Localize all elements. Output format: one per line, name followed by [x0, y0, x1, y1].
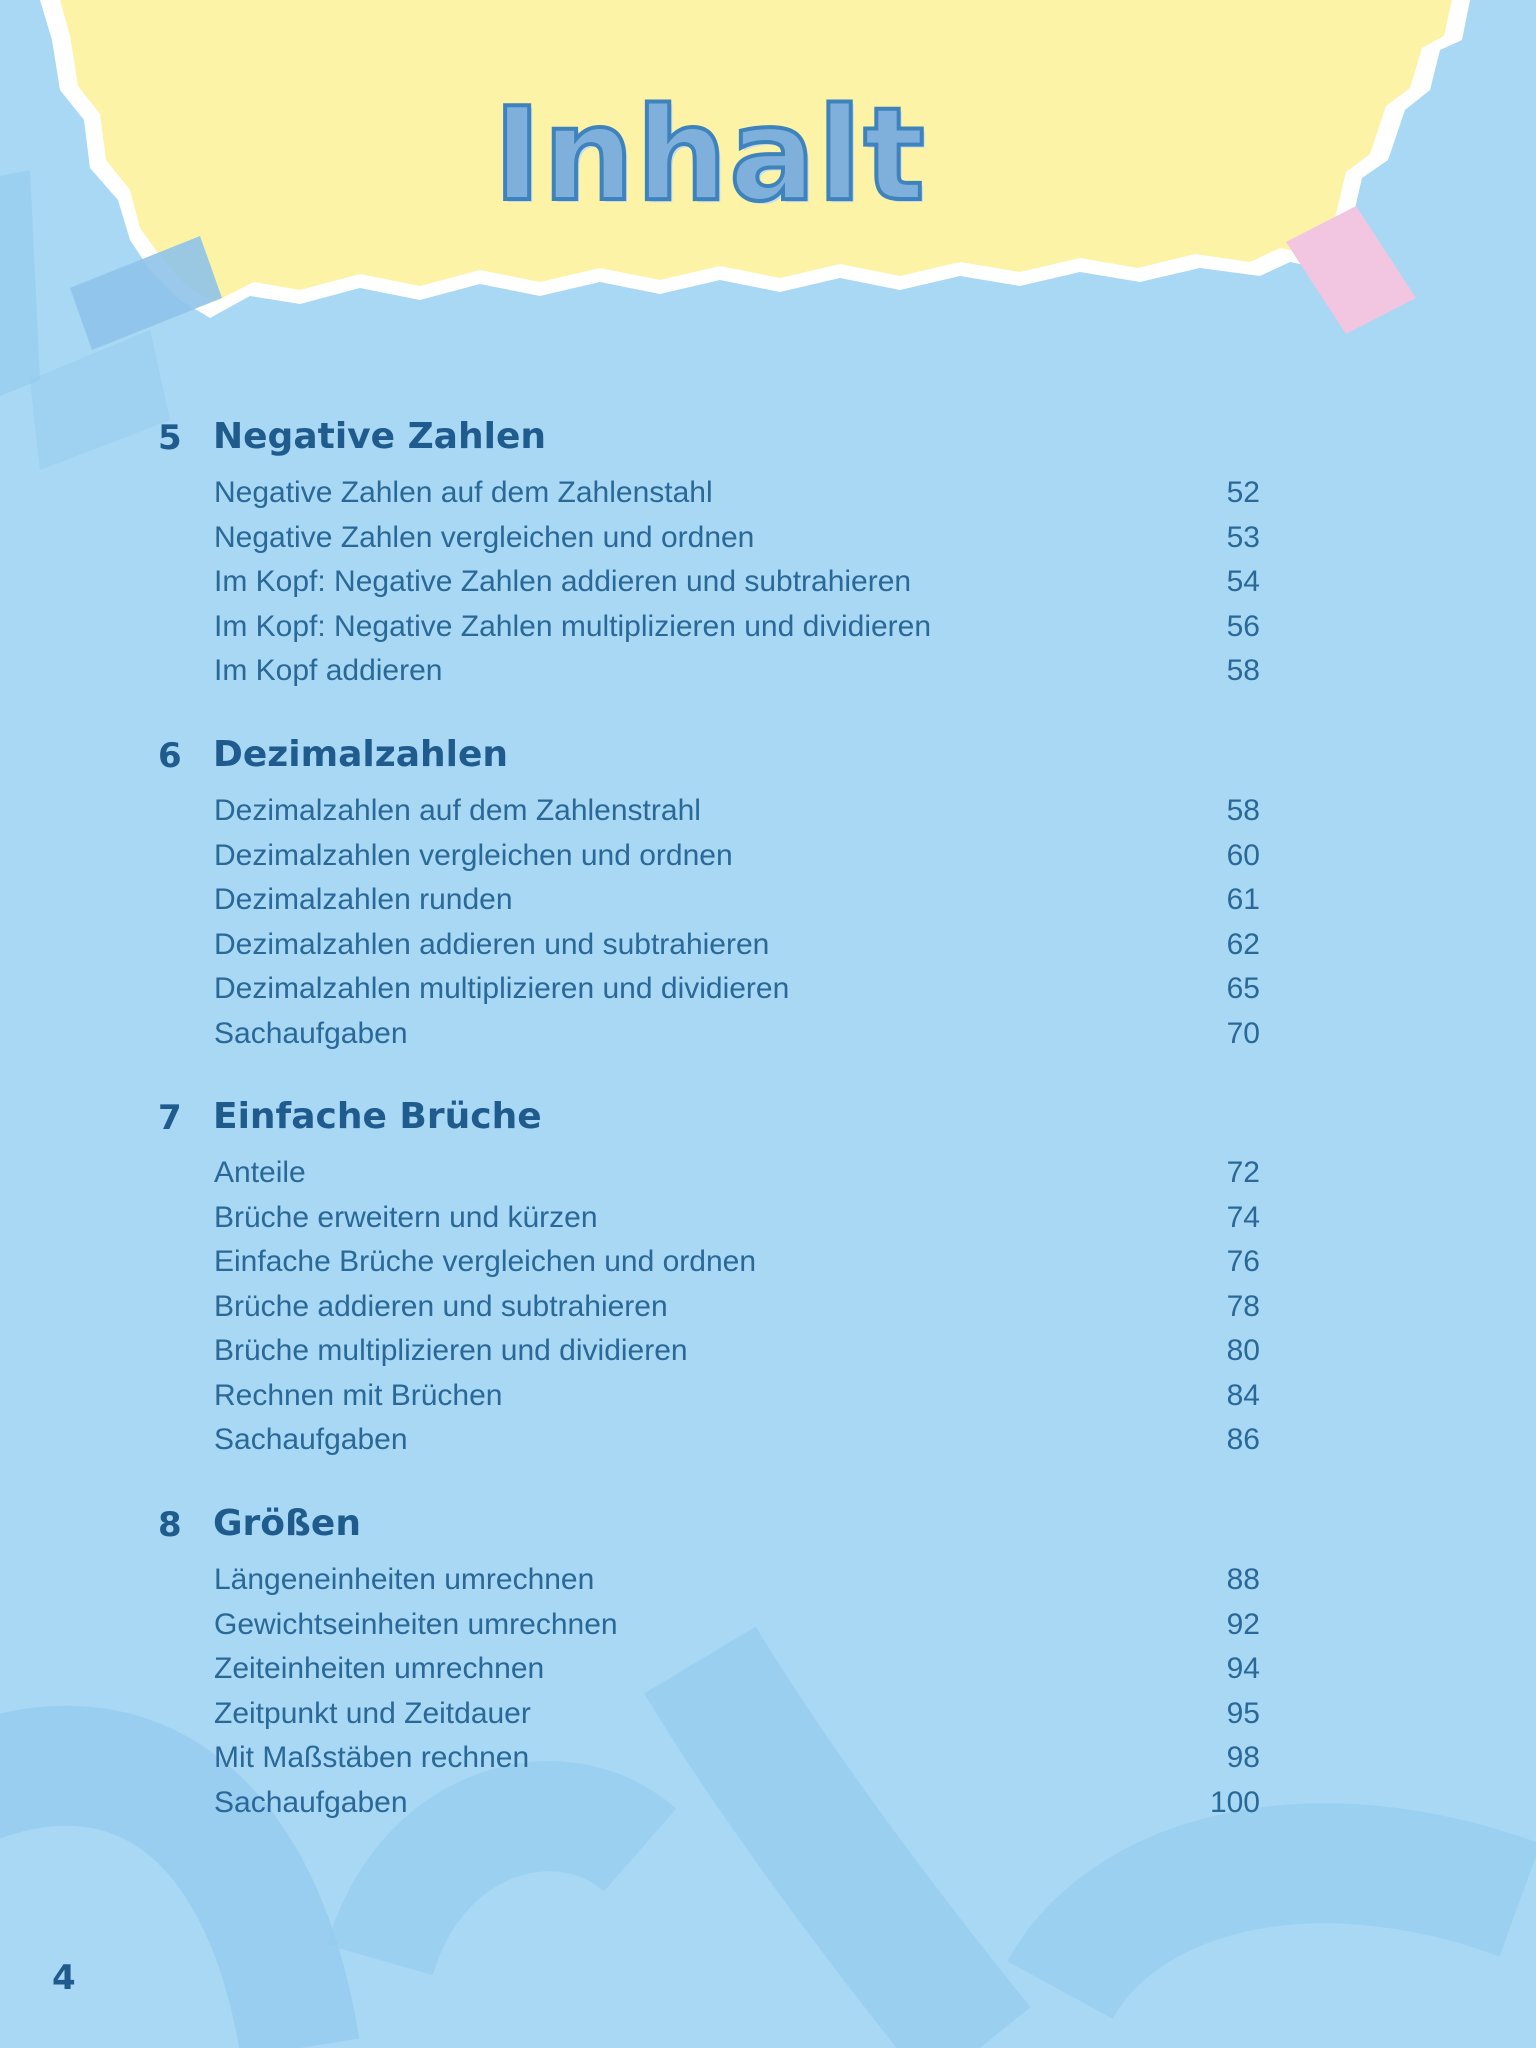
entry-title: Dezimalzahlen vergleichen und ordnen	[214, 838, 733, 872]
entry-page-number: 60	[1226, 838, 1260, 872]
entry-page-number: 62	[1226, 927, 1260, 961]
entry-page-number: 78	[1226, 1289, 1260, 1323]
entry-page-number: 98	[1226, 1741, 1260, 1774]
entry-page-number: 53	[1226, 520, 1260, 554]
toc-entry[interactable]	[0, 1557, 1536, 1602]
section-title: Einfache Brüche	[213, 1096, 542, 1137]
toc-entry[interactable]	[0, 559, 1536, 604]
entry-page-number: 80	[1226, 1334, 1260, 1367]
entry-title: Dezimalzahlen addieren und subtrahieren	[214, 927, 770, 961]
entry-page-number: 74	[1226, 1200, 1260, 1234]
entry-title: Brüche multiplizieren und dividieren	[214, 1334, 688, 1367]
section-title: Negative Zahlen	[213, 416, 546, 457]
section-header	[0, 1497, 1536, 1557]
entry-page-number: 84	[1226, 1378, 1260, 1412]
entry-page-number: 58	[1226, 794, 1260, 827]
section-5	[0, 410, 1536, 693]
entry-page-number: 100	[1209, 1785, 1260, 1819]
entry-title: Im Kopf addieren	[214, 654, 443, 687]
section-number: 7	[158, 1098, 182, 1138]
section-header	[0, 410, 1536, 470]
section-6	[0, 728, 1536, 1055]
entry-page-number: 72	[1226, 1156, 1260, 1189]
entry-page-number: 58	[1226, 654, 1260, 687]
entry-page-number: 94	[1226, 1652, 1260, 1685]
entry-title: Negative Zahlen vergleichen und ordnen	[214, 520, 755, 554]
section-number: 6	[158, 736, 182, 776]
entry-title: Einfache Brüche vergleichen und ordnen	[214, 1245, 757, 1278]
entry-title: Anteile	[214, 1156, 306, 1189]
toc-entry[interactable]	[0, 1284, 1536, 1329]
entry-title: Längeneinheiten umrechnen	[214, 1563, 595, 1596]
entry-title: Rechnen mit Brüchen	[214, 1378, 503, 1412]
entry-title: Sachaufgaben	[214, 1423, 408, 1456]
entry-page-number: 76	[1226, 1245, 1260, 1278]
entry-page-number: 88	[1226, 1563, 1260, 1596]
toc-entry[interactable]	[0, 470, 1536, 515]
toc-entry[interactable]	[0, 1735, 1536, 1780]
section-title: Dezimalzahlen	[213, 734, 508, 775]
entry-page-number: 92	[1226, 1607, 1260, 1641]
entry-title: Sachaufgaben	[214, 1016, 408, 1050]
entry-title: Dezimalzahlen auf dem Zahlenstrahl	[214, 794, 701, 827]
entry-page-number: 56	[1226, 609, 1260, 643]
entry-title: Im Kopf: Negative Zahlen addieren und subtrahieren	[214, 565, 912, 598]
toc-entry[interactable]	[0, 604, 1536, 649]
entry-title: Brüche erweitern und kürzen	[214, 1200, 598, 1234]
section-number: 8	[158, 1505, 182, 1545]
page-number: 4	[52, 1958, 76, 1998]
toc-entry[interactable]	[0, 1373, 1536, 1418]
section-header	[0, 1090, 1536, 1150]
entry-title: Brüche addieren und subtrahieren	[214, 1289, 668, 1323]
toc-entry[interactable]	[0, 1328, 1536, 1373]
entry-title: Negative Zahlen auf dem Zahlenstahl	[214, 476, 713, 509]
entry-title: Mit Maßstäben rechnen	[214, 1741, 530, 1774]
section-header	[0, 728, 1536, 788]
toc-entry[interactable]	[0, 1239, 1536, 1284]
entry-title: Sachaufgaben	[214, 1785, 408, 1819]
entry-title: Dezimalzahlen multiplizieren und dividieren	[214, 972, 790, 1005]
entry-page-number: 54	[1226, 565, 1260, 598]
toc-entry[interactable]	[0, 833, 1536, 878]
toc-entry[interactable]	[0, 515, 1536, 560]
toc-entry[interactable]	[0, 1646, 1536, 1691]
entry-page-number: 65	[1226, 972, 1260, 1005]
toc-entry[interactable]	[0, 1780, 1536, 1825]
section-title: Größen	[213, 1503, 361, 1544]
page-title: Inhalt	[493, 81, 927, 230]
section-7	[0, 1090, 1536, 1462]
toc-entry[interactable]	[0, 1011, 1536, 1056]
toc-entry[interactable]	[0, 877, 1536, 922]
entry-page-number: 70	[1226, 1016, 1260, 1050]
section-number: 5	[158, 418, 182, 458]
toc-entry[interactable]	[0, 966, 1536, 1011]
toc-entry[interactable]	[0, 1691, 1536, 1736]
toc-entry[interactable]	[0, 1150, 1536, 1195]
entry-title: Dezimalzahlen runden	[214, 883, 513, 916]
entry-page-number: 95	[1226, 1696, 1260, 1730]
section-8	[0, 1497, 1536, 1824]
toc-entry[interactable]	[0, 788, 1536, 833]
entry-page-number: 86	[1226, 1423, 1260, 1456]
entry-title: Zeiteinheiten umrechnen	[214, 1652, 545, 1685]
toc-entry[interactable]	[0, 1195, 1536, 1240]
entry-page-number: 52	[1226, 476, 1260, 509]
toc-entry[interactable]	[0, 1417, 1536, 1462]
entry-title: Gewichtseinheiten umrechnen	[214, 1607, 618, 1641]
toc-entry[interactable]	[0, 922, 1536, 967]
entry-title: Im Kopf: Negative Zahlen multiplizieren und dividieren	[214, 609, 932, 643]
entry-page-number: 61	[1226, 883, 1260, 916]
toc-entry[interactable]	[0, 648, 1536, 693]
entry-title: Zeitpunkt und Zeitdauer	[214, 1696, 531, 1730]
blue-tape	[60, 228, 230, 358]
toc-entry[interactable]	[0, 1602, 1536, 1647]
